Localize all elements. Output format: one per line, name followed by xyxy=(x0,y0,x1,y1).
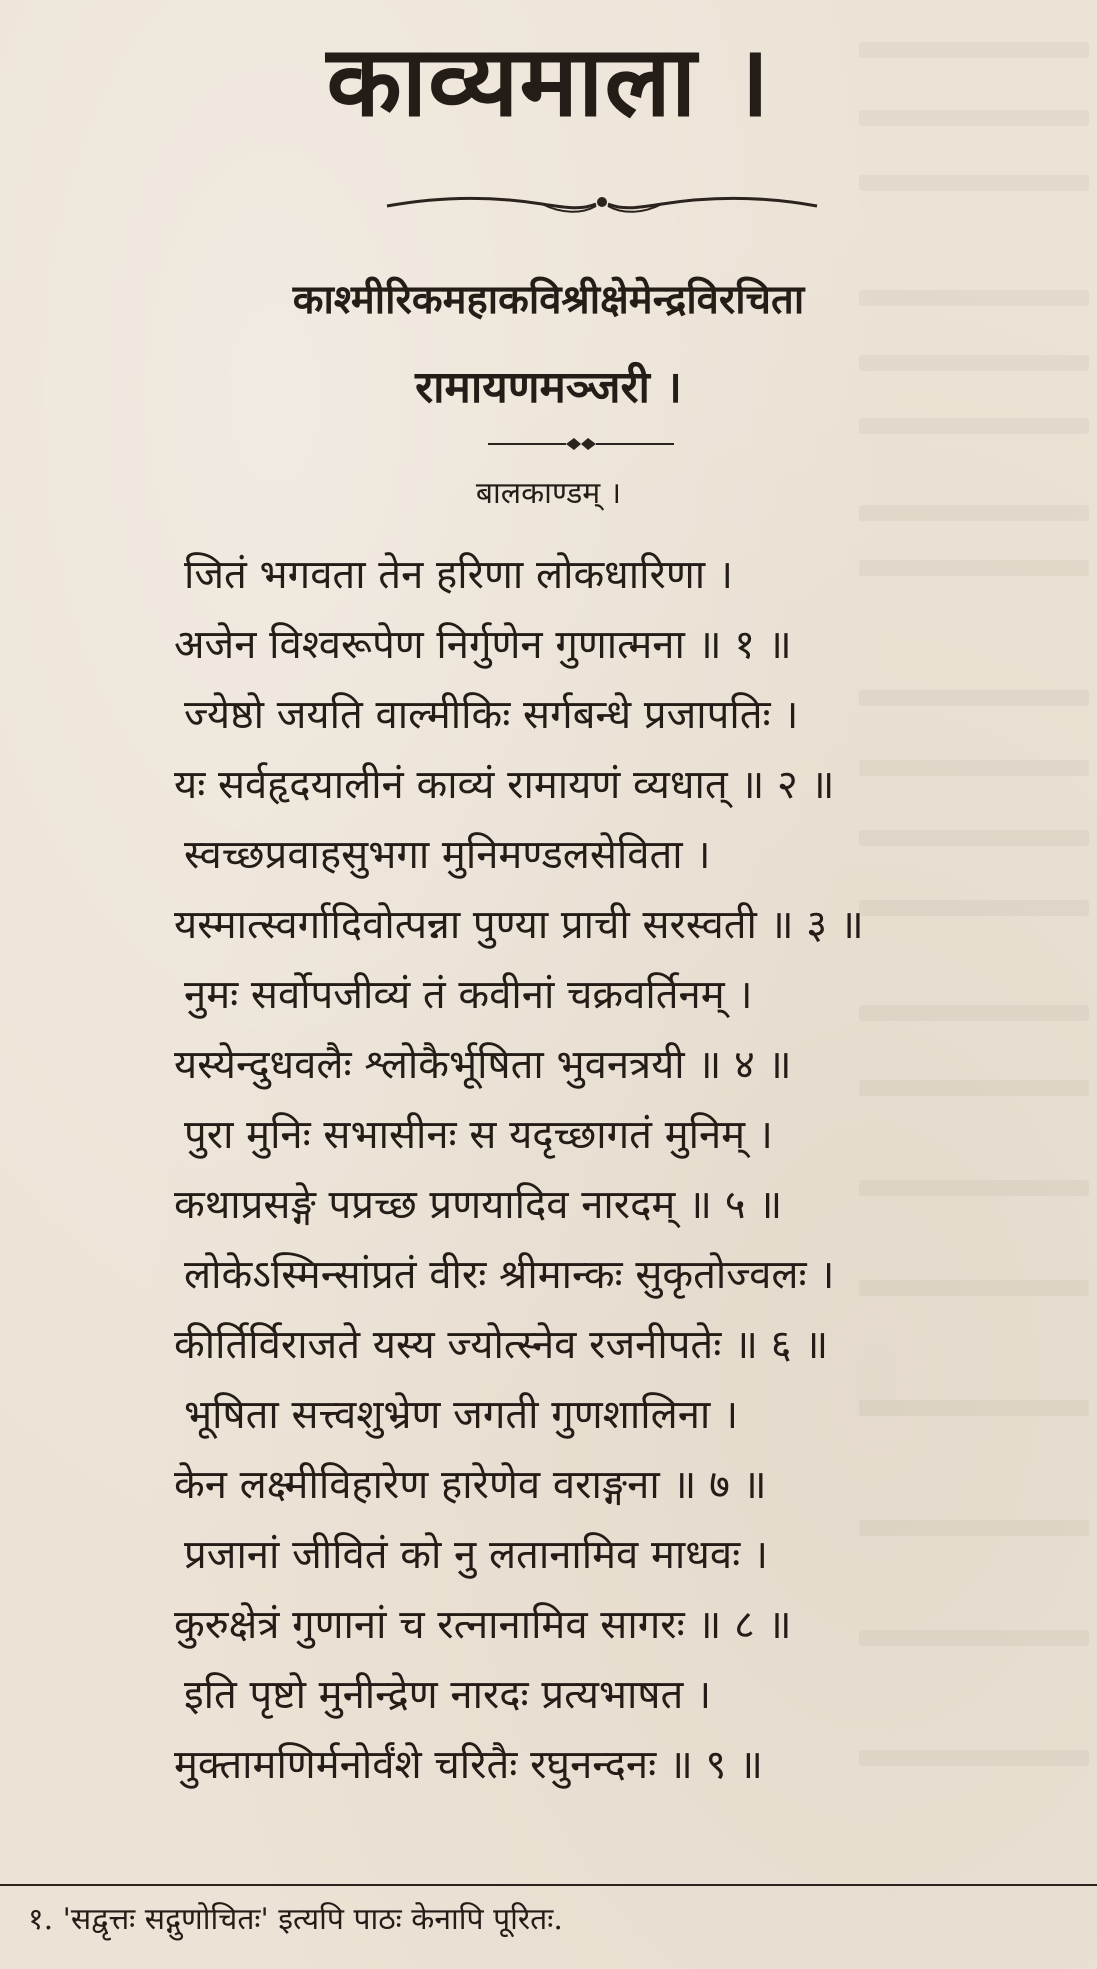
verse-line: कीर्तिर्विराजते यस्य ज्योत्स्नेव रजनीपतेः ॥ ६ ॥ xyxy=(174,1322,829,1368)
verse-line: यस्येन्दुधवलैः श्लोकैर्भूषिता भुवनत्रयी ॥ ४ ॥ xyxy=(174,1042,792,1088)
author-subtitle: काश्मीरिकमहाकविश्रीक्षेमेन्द्रविरचिता xyxy=(292,276,805,323)
ornamental-divider xyxy=(486,434,676,454)
verse-line: मुक्तामणिर्मनोर्वंशे चरितैः रघुनन्दनः ॥ ९ ॥ xyxy=(174,1742,764,1788)
verse-list xyxy=(170,540,1050,1800)
verse-line: यः सर्वहृदयालीनं काव्यं रामायणं व्यधात् ॥ २ ॥ xyxy=(174,762,835,808)
ornamental-rule-top xyxy=(382,190,822,218)
verse-line: लोकेऽस्मिन्सांप्रतं वीरः श्रीमान्कः सुकृतोज्वलः । xyxy=(184,1252,835,1298)
verse-line: ज्येष्ठो जयति वाल्मीकिः सर्गबन्धे प्रजापतिः । xyxy=(184,692,799,738)
verse-line: नुमः सर्वोपजीव्यं तं कवीनां चक्रवर्तिनम् । xyxy=(184,972,753,1018)
verse-line: कुरुक्षेत्रं गुणानां च रत्नानामिव सागरः ॥ ८ ॥ xyxy=(174,1602,792,1648)
verse-line: पुरा मुनिः सभासीनः स यदृच्छागतं मुनिम् । xyxy=(184,1112,773,1158)
footnote: १. 'सद्वृत्तः सद्गुणोचितः' इत्यपि पाठः केनापि पूरितः. xyxy=(28,1902,563,1937)
series-title: काव्यमाला । xyxy=(326,24,771,139)
footnote-rule xyxy=(0,1884,1097,1886)
verse-line: कथाप्रसङ्गे पप्रच्छ प्रणयादिव नारदम् ॥ ५ ॥ xyxy=(174,1182,783,1228)
verse-line: इति पृष्टो मुनीन्द्रेण नारदः प्रत्यभाषत । xyxy=(184,1672,712,1718)
verse-line: स्वच्छप्रवाहसुभगा मुनिमण्डलसेविता । xyxy=(184,832,711,878)
verse-line: यस्मात्स्वर्गादिवोत्पन्ना पुण्या प्राची सरस्वती ॥ ३ ॥ xyxy=(174,902,864,948)
verse-line: केन लक्ष्मीविहारेण हारेणेव वराङ्गना ॥ ७ ॥ xyxy=(174,1462,767,1508)
verse-line: जितं भगवता तेन हरिणा लोकधारिणा । xyxy=(184,552,734,598)
verse-line: प्रजानां जीवितं को नु लतानामिव माधवः । xyxy=(184,1532,769,1578)
verse-line: अजेन विश्वरूपेण निर्गुणेन गुणात्मना ॥ १ ॥ xyxy=(174,622,792,668)
verse-line: भूषिता सत्त्वशुभ्रेण जगती गुणशालिना । xyxy=(184,1392,739,1438)
section-heading: बालकाण्डम् । xyxy=(475,476,622,511)
work-title: रामायणमञ्जरी । xyxy=(415,362,682,413)
